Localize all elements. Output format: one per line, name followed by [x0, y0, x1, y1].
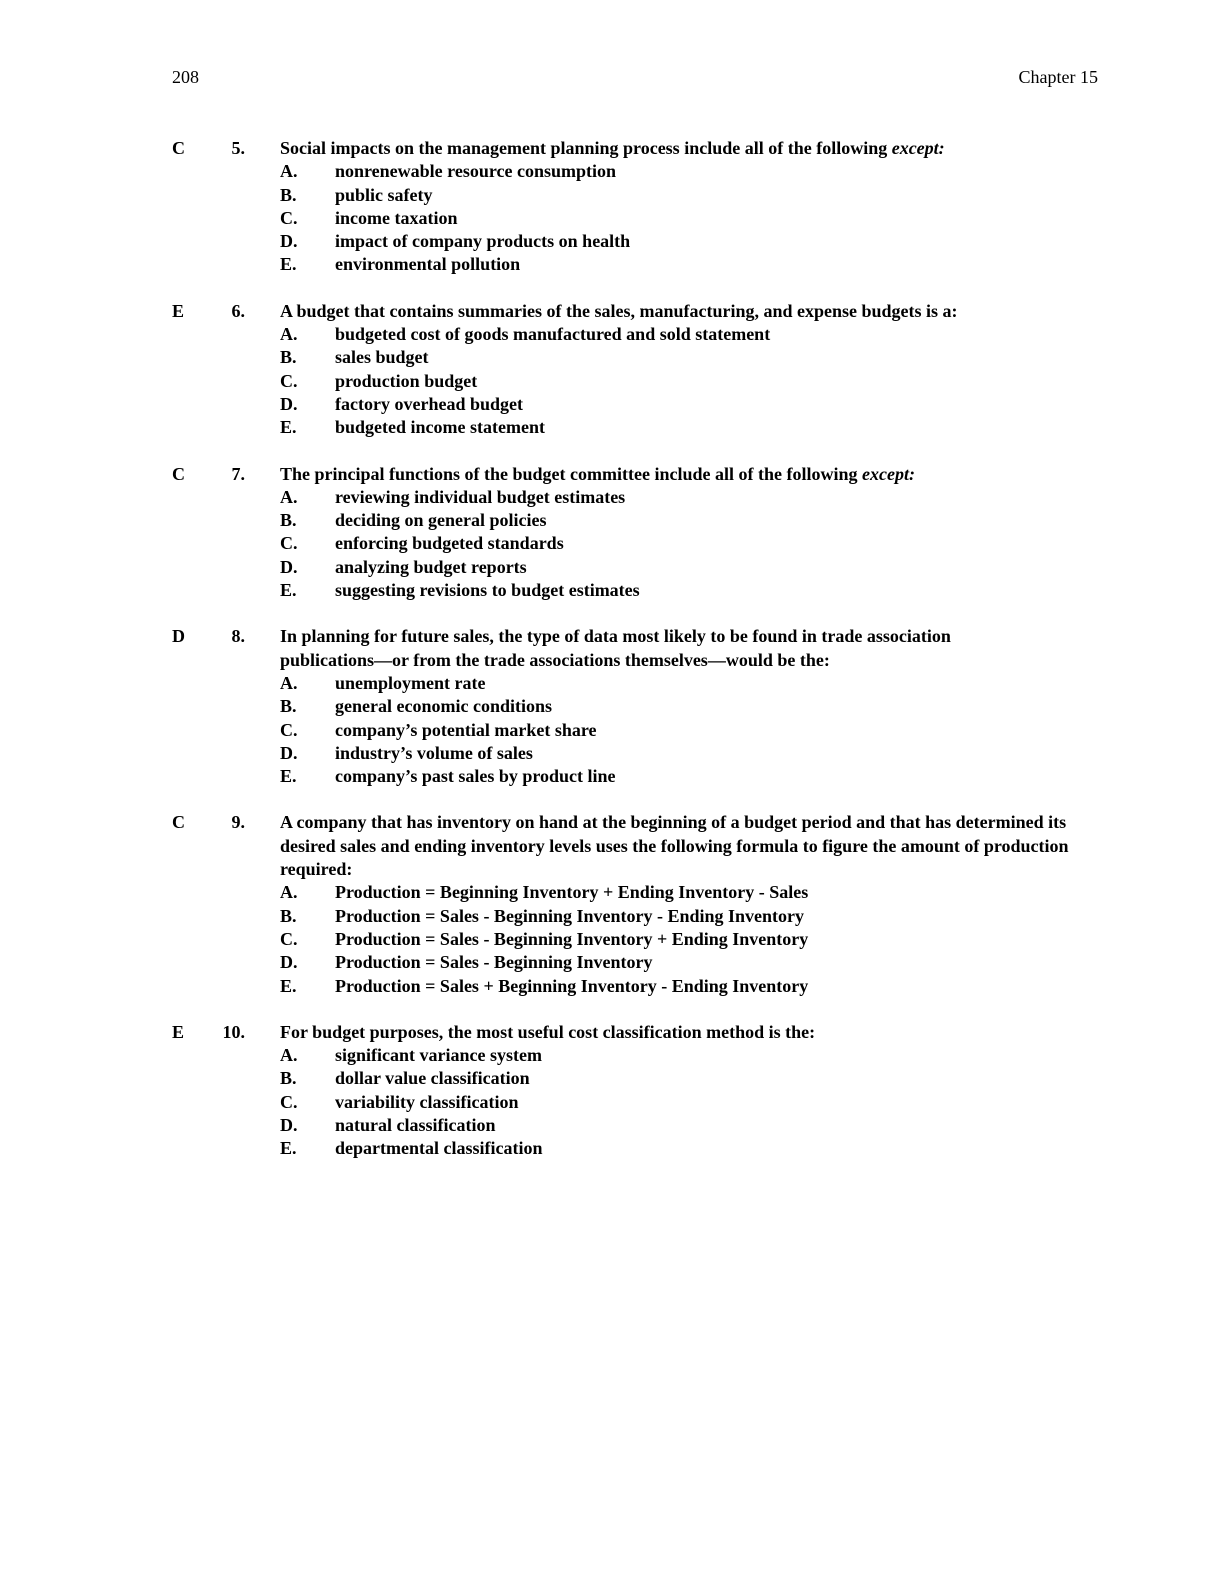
question-5: [0, 137, 1224, 277]
option-e: [0, 975, 1224, 998]
option-text: environmental pollution: [335, 254, 521, 275]
option-letter: B.: [280, 184, 297, 205]
option-text: income taxation: [335, 207, 458, 228]
option-b: [0, 695, 1224, 718]
stem-text: A budget that contains summaries of the sales, manufacturing, and expense budgets is a:: [280, 300, 958, 321]
option-a: [0, 1044, 1224, 1067]
option-letter: C.: [280, 1091, 298, 1112]
stem-italic: except:: [862, 463, 915, 484]
option-c: [0, 1091, 1224, 1114]
question-row: [0, 811, 1224, 881]
option-e: [0, 765, 1224, 788]
question-6: [0, 300, 1224, 440]
option-e: [0, 416, 1224, 439]
answer-key: E: [172, 300, 185, 321]
option-a: [0, 160, 1224, 183]
option-text: industry’s volume of sales: [335, 742, 533, 763]
option-text: Production = Sales - Beginning Inventory - Ending Inventory: [335, 905, 804, 926]
option-text: departmental classification: [335, 1138, 543, 1159]
stem-text: A company that has inventory on hand at the beginning of a budget period and that has determined its desired sales and ending inventory levels uses the following formula to figure the amount of production required:: [280, 812, 1069, 880]
option-text: unemployment rate: [335, 672, 486, 693]
question-9: [0, 811, 1224, 997]
question-8: [0, 625, 1224, 788]
option-text: Production = Sales - Beginning Inventory: [335, 952, 653, 973]
option-letter: D.: [280, 1114, 298, 1135]
option-c: [0, 207, 1224, 230]
option-list: [0, 160, 1224, 276]
option-text: Production = Beginning Inventory + Ending Inventory - Sales: [335, 882, 809, 903]
option-b: [0, 905, 1224, 928]
page-number: 208: [172, 67, 199, 87]
answer-key: C: [172, 812, 185, 833]
question-number: 9.: [231, 812, 245, 833]
answer-key: C: [172, 138, 185, 158]
option-text: impact of company products on health: [335, 231, 631, 252]
option-letter: C.: [280, 207, 298, 228]
option-letter: E.: [280, 417, 297, 438]
option-letter: E.: [280, 766, 297, 787]
option-letter: B.: [280, 905, 297, 926]
question-number: 7.: [231, 463, 245, 484]
question-stem: [280, 1021, 1080, 1044]
chapter-title: Chapter 15: [1018, 67, 1098, 87]
option-letter: C.: [280, 719, 298, 740]
option-text: production budget: [335, 370, 478, 391]
option-a: [0, 881, 1224, 904]
option-text: Production = Sales - Beginning Inventory + Ending Inventory: [335, 928, 809, 949]
option-list: [0, 881, 1224, 997]
option-text: budgeted cost of goods manufactured and sold statement: [335, 324, 771, 345]
option-list: [0, 1044, 1224, 1160]
option-letter: C.: [280, 370, 298, 391]
option-b: [0, 1067, 1224, 1090]
answer-key: D: [172, 626, 185, 647]
option-letter: E.: [280, 1138, 297, 1159]
option-text: reviewing individual budget estimates: [335, 486, 626, 507]
question-row: [0, 137, 1224, 160]
option-letter: E.: [280, 975, 297, 996]
stem-text: Social impacts on the management planning process include all of the following: [280, 138, 892, 158]
option-text: analyzing budget reports: [335, 556, 527, 577]
option-text: enforcing budgeted standards: [335, 533, 564, 554]
question-stem: [280, 463, 1080, 486]
option-letter: B.: [280, 510, 297, 531]
option-text: deciding on general policies: [335, 510, 547, 531]
option-letter: A.: [280, 486, 298, 507]
option-text: nonrenewable resource consumption: [335, 161, 617, 182]
option-e: [0, 1137, 1224, 1160]
question-number: 10.: [222, 1021, 245, 1042]
option-text: factory overhead budget: [335, 393, 523, 414]
option-letter: A.: [280, 672, 298, 693]
option-e: [0, 253, 1224, 276]
question-number: 5.: [231, 138, 245, 158]
stem-text: The principal functions of the budget committee include all of the following: [280, 463, 862, 484]
option-letter: A.: [280, 1045, 298, 1066]
option-text: dollar value classification: [335, 1068, 530, 1089]
option-text: budgeted income statement: [335, 417, 545, 438]
option-text: sales budget: [335, 347, 429, 368]
option-text: general economic conditions: [335, 696, 552, 717]
option-c: [0, 370, 1224, 393]
option-d: [0, 742, 1224, 765]
option-letter: D.: [280, 742, 298, 763]
option-list: [0, 486, 1224, 602]
option-letter: B.: [280, 696, 297, 717]
question-number: 6.: [231, 300, 245, 321]
question-row: [0, 625, 1224, 672]
option-b: [0, 184, 1224, 207]
option-letter: A.: [280, 882, 298, 903]
option-letter: C.: [280, 533, 298, 554]
question-10: [0, 1021, 1224, 1161]
option-c: [0, 719, 1224, 742]
option-d: [0, 1114, 1224, 1137]
option-d: [0, 556, 1224, 579]
option-text: variability classification: [335, 1091, 519, 1112]
option-b: [0, 346, 1224, 369]
option-c: [0, 532, 1224, 555]
question-row: [0, 300, 1224, 323]
question-stem: [280, 811, 1080, 881]
option-letter: D.: [280, 393, 298, 414]
option-text: Production = Sales + Beginning Inventory - Ending Inventory: [335, 975, 809, 996]
question-list: [0, 137, 1224, 1184]
option-letter: D.: [280, 556, 298, 577]
answer-key: C: [172, 463, 185, 484]
option-a: [0, 323, 1224, 346]
option-letter: D.: [280, 231, 298, 252]
question-row: [0, 463, 1224, 486]
option-a: [0, 486, 1224, 509]
question-stem: [280, 300, 1080, 323]
question-stem: [280, 137, 1080, 160]
option-b: [0, 509, 1224, 532]
answer-key: E: [172, 1021, 185, 1042]
option-text: public safety: [335, 184, 433, 205]
option-d: [0, 951, 1224, 974]
stem-text: For budget purposes, the most useful cost classification method is the:: [280, 1021, 816, 1042]
option-text: company’s past sales by product line: [335, 766, 616, 787]
option-c: [0, 928, 1224, 951]
option-letter: B.: [280, 347, 297, 368]
option-letter: D.: [280, 952, 298, 973]
option-letter: A.: [280, 161, 298, 182]
option-letter: E.: [280, 254, 297, 275]
option-text: suggesting revisions to budget estimates: [335, 580, 640, 601]
question-row: [0, 1021, 1224, 1044]
option-d: [0, 393, 1224, 416]
question-number: 8.: [231, 626, 245, 647]
option-list: [0, 323, 1224, 439]
option-e: [0, 579, 1224, 602]
option-list: [0, 672, 1224, 788]
option-text: company’s potential market share: [335, 719, 597, 740]
option-a: [0, 672, 1224, 695]
question-stem: [280, 625, 1020, 672]
stem-text: In planning for future sales, the type of data most likely to be found in trade association publications—or from the trade associations themselves—would be the:: [280, 626, 951, 670]
stem-italic: except:: [891, 138, 945, 158]
option-text: natural classification: [335, 1114, 496, 1135]
option-d: [0, 230, 1224, 253]
option-letter: E.: [280, 580, 297, 601]
question-7: [0, 463, 1224, 603]
option-letter: A.: [280, 324, 298, 345]
option-text: significant variance system: [335, 1045, 542, 1066]
option-letter: B.: [280, 1068, 297, 1089]
option-letter: C.: [280, 928, 298, 949]
